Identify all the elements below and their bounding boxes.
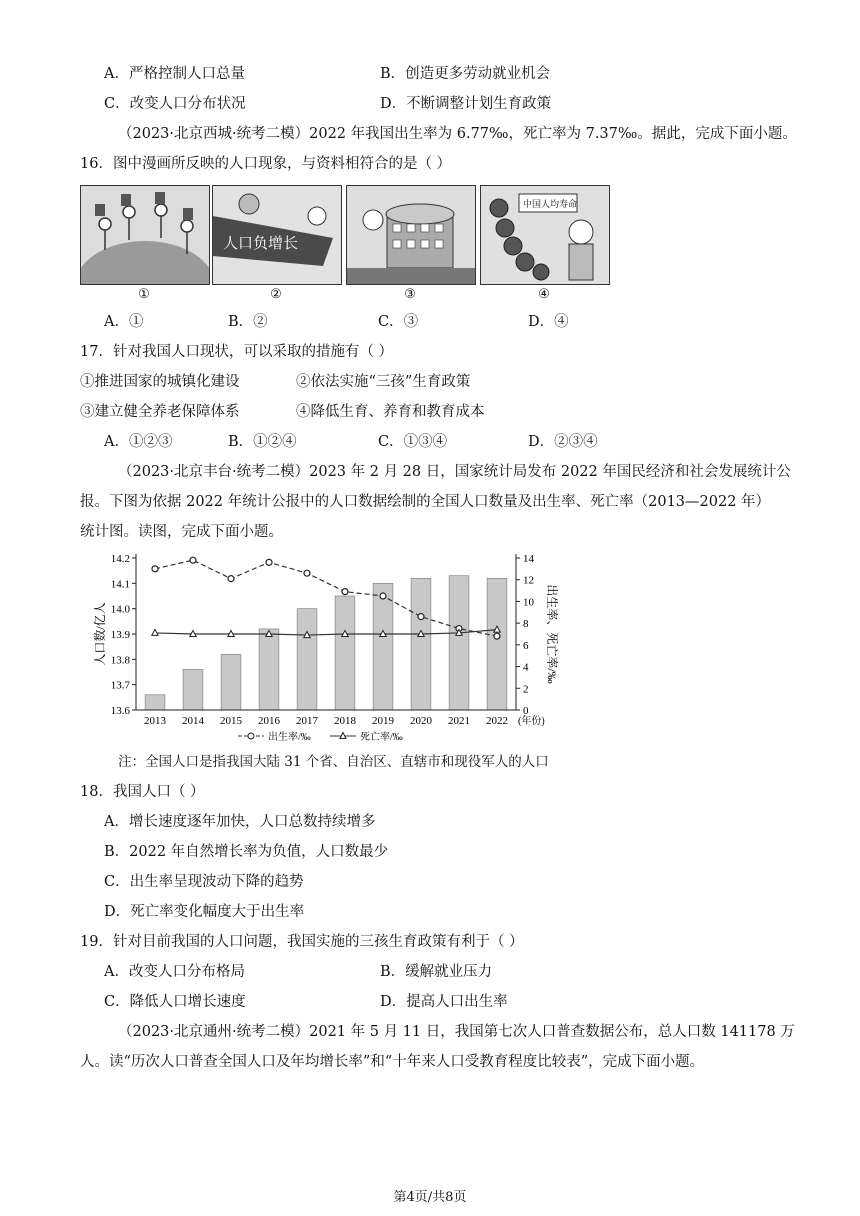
left-tick-label: 14.1 bbox=[110, 578, 130, 591]
intro-18-line-2: 报。下图为依据 2022 年统计公报中的人口数据绘制的全国人口数量及出生率、死亡率（2013—2022 年） bbox=[80, 494, 771, 510]
right-tick-label: 0 bbox=[523, 705, 529, 717]
x-tick-label: 2018 bbox=[334, 715, 356, 727]
right-tick-label: 4 bbox=[523, 661, 529, 674]
q17-option-b: B．①②④ bbox=[228, 434, 297, 450]
left-tick-label: 14.0 bbox=[110, 603, 130, 616]
q16-option-c: C．③ bbox=[378, 314, 419, 330]
q18-stem: 18．我国人口（ ） bbox=[80, 784, 205, 800]
cartoon-label-4: ④ bbox=[538, 287, 550, 302]
bar-2015 bbox=[221, 654, 241, 710]
bar-2014 bbox=[183, 669, 203, 710]
q17-item-4: ④降低生育、养育和教育成本 bbox=[296, 404, 485, 420]
right-tick-label: 2 bbox=[523, 683, 529, 696]
intro-18-line-1: （2023·北京丰台·统考二模）2023 年 2 月 28 日，国家统计局发布 2022 年国民经济和社会发展统计公 bbox=[118, 464, 791, 480]
q17-option-d: D．②③④ bbox=[528, 434, 598, 450]
q17-option-c: C．①③④ bbox=[378, 434, 448, 450]
page-footer: 第4页/共8页 bbox=[393, 1190, 467, 1205]
q19-option-a: A．改变人口分布格局 bbox=[104, 964, 245, 980]
q18-option-a: A．增长速度逐年加快，人口总数持续增多 bbox=[104, 814, 376, 830]
q17-option-a: A．①②③ bbox=[104, 434, 173, 450]
q18-option-c: C．出生率呈现波动下降的趋势 bbox=[104, 874, 304, 890]
q16-option-a: A．① bbox=[104, 314, 144, 330]
x-tick-label: 2014 bbox=[182, 715, 204, 727]
q16-option-d: D．④ bbox=[528, 314, 569, 330]
chart-note: 注：全国人口是指我国大陆 31 个省、自治区、直辖市和现役军人的人口 bbox=[118, 754, 549, 770]
cartoon-2 bbox=[212, 185, 342, 285]
q17-item-3: ③建立健全养老保障体系 bbox=[80, 404, 240, 420]
death-rate-line bbox=[155, 630, 497, 635]
q19-option-b: B．缓解就业压力 bbox=[380, 964, 493, 980]
legend-birth-label: 出生率/‰ bbox=[268, 732, 311, 743]
q15-option-d: D．不断调整计划生育政策 bbox=[380, 96, 552, 112]
q15-option-a: A．严格控制人口总量 bbox=[104, 66, 245, 82]
q17-stem: 17．针对我国人口现状，可以采取的措施有（ ） bbox=[80, 344, 394, 360]
left-tick-label: 14.2 bbox=[110, 553, 130, 565]
right-tick-label: 12 bbox=[523, 574, 534, 587]
birth-rate-point bbox=[190, 557, 196, 563]
x-tick-label: 2016 bbox=[258, 715, 280, 727]
x-tick-label: 2021 bbox=[448, 715, 470, 727]
x-tick-label: 2022 bbox=[486, 715, 508, 727]
left-tick-label: 13.6 bbox=[110, 705, 130, 717]
birth-rate-point bbox=[304, 570, 310, 576]
bar-2020 bbox=[411, 578, 431, 710]
x-tick-label: 2017 bbox=[296, 715, 318, 727]
cartoon-label-3: ③ bbox=[404, 287, 416, 302]
cartoon-4 bbox=[480, 185, 610, 285]
birth-rate-point bbox=[266, 559, 272, 565]
bar-2019 bbox=[373, 583, 393, 710]
right-tick-label: 8 bbox=[523, 618, 529, 631]
population-chart bbox=[88, 548, 568, 744]
cartoon-3 bbox=[346, 185, 476, 285]
left-tick-label: 13.7 bbox=[110, 679, 130, 692]
q16-stem: 16．图中漫画所反映的人口现象，与资料相符合的是（ ） bbox=[80, 156, 452, 172]
bar-2018 bbox=[335, 596, 355, 710]
legend-birth-marker bbox=[248, 733, 254, 739]
x-tick-label: 2015 bbox=[220, 715, 242, 727]
cartoon-2-banner: 人口负增长 bbox=[223, 236, 299, 252]
bar-2017 bbox=[297, 609, 317, 710]
x-tick-label: 2013 bbox=[144, 715, 166, 727]
q15-option-b: B．创造更多劳动就业机会 bbox=[380, 66, 551, 82]
bar-2016 bbox=[259, 629, 279, 710]
bar-2021 bbox=[449, 576, 469, 710]
x-tick-label: 2020 bbox=[410, 715, 432, 727]
q19-option-d: D．提高人口出生率 bbox=[380, 994, 508, 1010]
q19-stem: 19．针对目前我国的人口问题，我国实施的三孩生育政策有利于（ ） bbox=[80, 934, 524, 950]
right-axis-label: 出生率、死亡率/‰ bbox=[545, 584, 559, 684]
q18-option-b: B．2022 年自然增长率为负值，人口数最少 bbox=[104, 844, 389, 860]
q15-option-c: C．改变人口分布状况 bbox=[104, 96, 246, 112]
q17-item-1: ①推进国家的城镇化建设 bbox=[80, 374, 240, 390]
right-tick-label: 6 bbox=[523, 639, 529, 652]
cartoon-label-2: ② bbox=[270, 287, 282, 302]
bar-2013 bbox=[145, 695, 165, 710]
q18-option-d: D．死亡率变化幅度大于出生率 bbox=[104, 904, 305, 920]
bar-2022 bbox=[487, 578, 507, 710]
left-tick-label: 13.8 bbox=[110, 654, 130, 667]
cartoon-4-sign: 中国人均寿命 bbox=[523, 199, 578, 209]
chart-legend bbox=[238, 730, 403, 743]
birth-rate-point bbox=[342, 589, 348, 595]
intro-18-line-3: 统计图。读图，完成下面小题。 bbox=[80, 524, 283, 540]
intro-20-line-2: 人。读“历次人口普查全国人口及年均增长率”和“十年来人口受教育程度比较表”，完成下面小题。 bbox=[80, 1054, 705, 1070]
q16-option-b: B．② bbox=[228, 314, 268, 330]
q17-item-2: ②依法实施“三孩”生育政策 bbox=[296, 374, 471, 390]
left-tick-label: 13.9 bbox=[110, 629, 130, 641]
birth-rate-point bbox=[228, 576, 234, 582]
left-axis-label: 人口数/亿人 bbox=[93, 602, 107, 666]
birth-rate-line bbox=[155, 560, 497, 636]
cartoon-label-1: ① bbox=[138, 287, 150, 302]
chart-lines bbox=[152, 557, 500, 639]
legend-death-label: 死亡率/‰ bbox=[360, 732, 403, 743]
x-tick-label: 2019 bbox=[372, 715, 394, 727]
right-tick-label: 10 bbox=[523, 596, 534, 609]
birth-rate-point bbox=[494, 633, 500, 639]
birth-rate-point bbox=[418, 614, 424, 620]
right-tick-label: 14 bbox=[523, 553, 534, 565]
q19-option-c: C．降低人口增长速度 bbox=[104, 994, 246, 1010]
chart-bars bbox=[145, 576, 507, 710]
cartoon-1 bbox=[80, 185, 210, 285]
x-axis-label: (年份) bbox=[518, 716, 545, 727]
intro-20-line-1: （2023·北京通州·统考二模）2021 年 5 月 11 日，我国第七次人口普查数据公布，总人口数 141178 万 bbox=[118, 1024, 795, 1040]
birth-rate-point bbox=[152, 566, 158, 572]
birth-rate-point bbox=[380, 593, 386, 599]
intro-16: （2023·北京西城·统考二模）2022 年我国出生率为 6.77‰，死亡率为 7.37‰。据此，完成下面小题。 bbox=[118, 126, 797, 142]
